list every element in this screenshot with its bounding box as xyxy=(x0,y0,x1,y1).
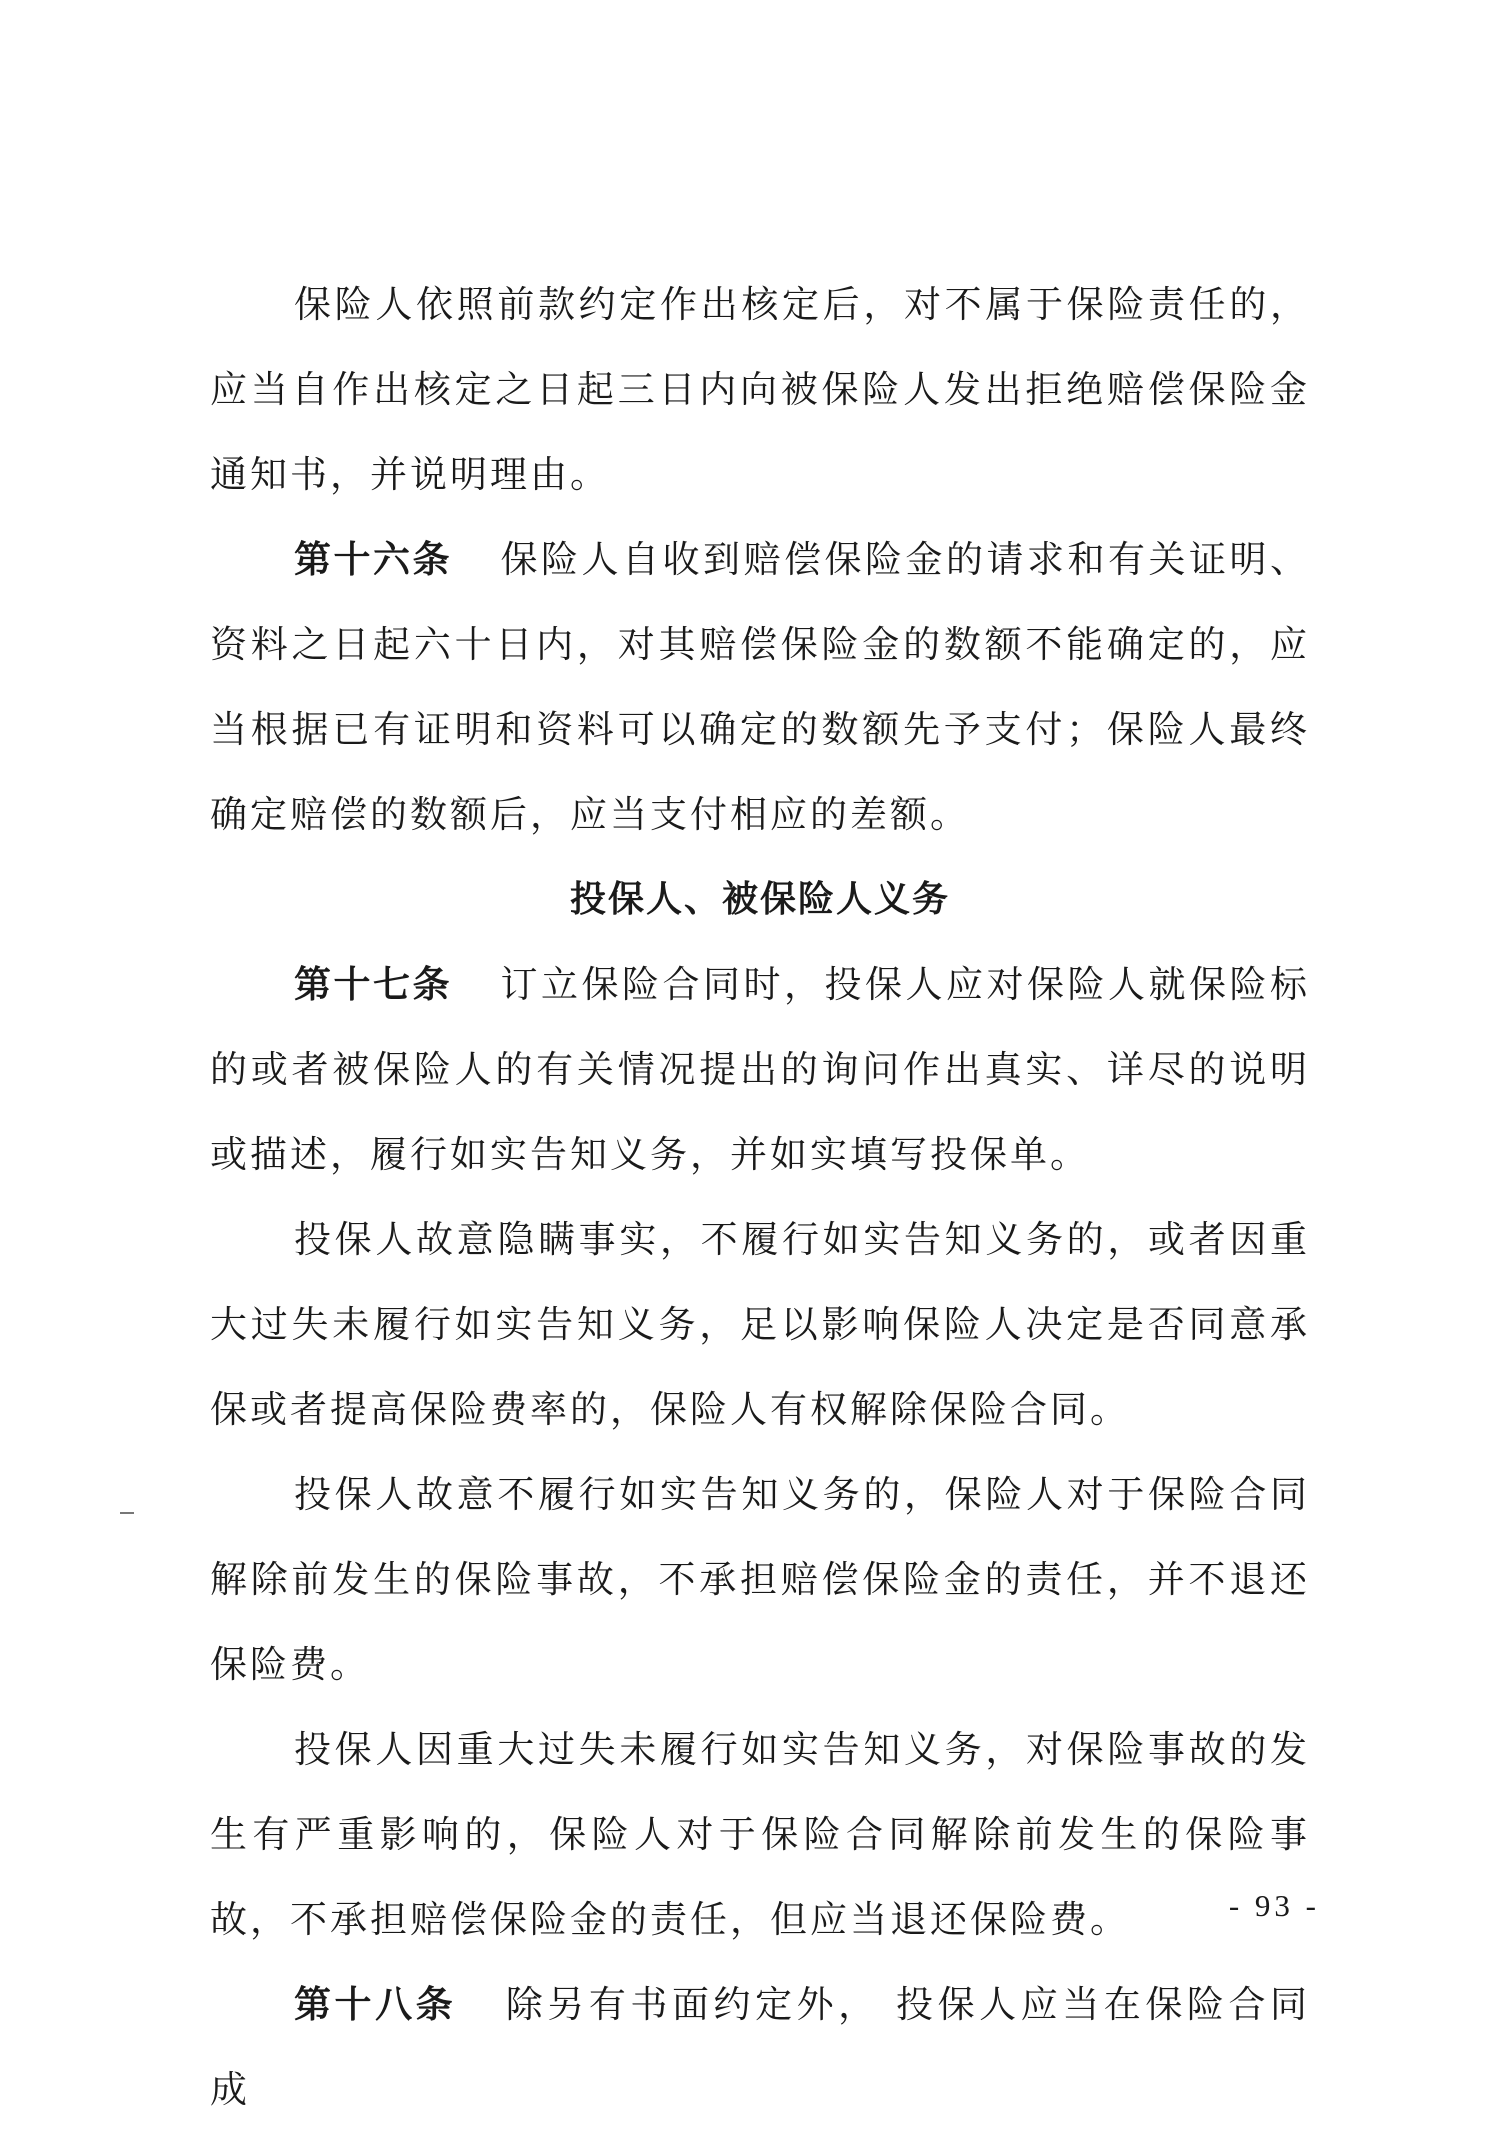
paragraph-text: 投保人故意不履行如实告知义务的，保险人对于保险合同解除前发生的保险事故，不承担赔偿保险金的责任，并不退还保险费。 xyxy=(210,1473,1310,1686)
page-number: - 93 - xyxy=(1228,1888,1320,1923)
paragraph-text: 保险人依照前款约定作出核定后，对不属于保险责任的，应当自作出核定之日起三日内向被保险人发出拒绝赔偿保险金通知书，并说明理由。 xyxy=(210,283,1310,496)
paragraph-text: 投保人故意隐瞒事实，不履行如实告知义务的，或者因重大过失未履行如实告知义务，足以影响保险人决定是否同意承保或者提高保险费率的，保险人有权解除保险合同。 xyxy=(210,1218,1310,1431)
article-number: 第十七条 xyxy=(294,963,452,1006)
section-heading: 投保人、被保险人义务 xyxy=(569,879,950,920)
body-text xyxy=(210,262,1310,2132)
paragraph-text: 投保人因重大过失未履行如实告知义务，对保险事故的发生有严重影响的，保险人对于保险合同解除前发生的保险事故，不承担赔偿保险金的责任，但应当退还保险费。 xyxy=(210,1728,1310,1941)
margin-mark xyxy=(120,1512,134,1514)
article-number: 第十八条 xyxy=(294,1983,457,2026)
paragraph-rejection-notice xyxy=(210,262,1310,517)
article-17 xyxy=(210,942,1310,1197)
paragraph-gross-negligence xyxy=(210,1707,1310,1962)
article-number: 第十六条 xyxy=(294,538,452,581)
paragraph-text: 除另有书面约定外， 投保人应当在保险合同成 xyxy=(210,1983,1311,2111)
article-16 xyxy=(210,517,1310,857)
paragraph-text: 保险人自收到赔偿保险金的请求和有关证明、资料之日起六十日内，对其赔偿保险金的数额不能确定的，应当根据已有证明和资料可以确定的数额先予支付；保险人最终确定赔偿的数额后，应当支付相应的差额。 xyxy=(210,538,1310,836)
article-18 xyxy=(210,1962,1310,2132)
paragraph-intentional-nondisclosure xyxy=(210,1452,1310,1707)
paragraph-text: 订立保险合同时，投保人应对保险人就保险标的或者被保险人的有关情况提出的询问作出真实、详尽的说明或描述，履行如实告知义务，并如实填写投保单。 xyxy=(210,963,1310,1176)
paragraph-intentional-concealment xyxy=(210,1197,1310,1452)
